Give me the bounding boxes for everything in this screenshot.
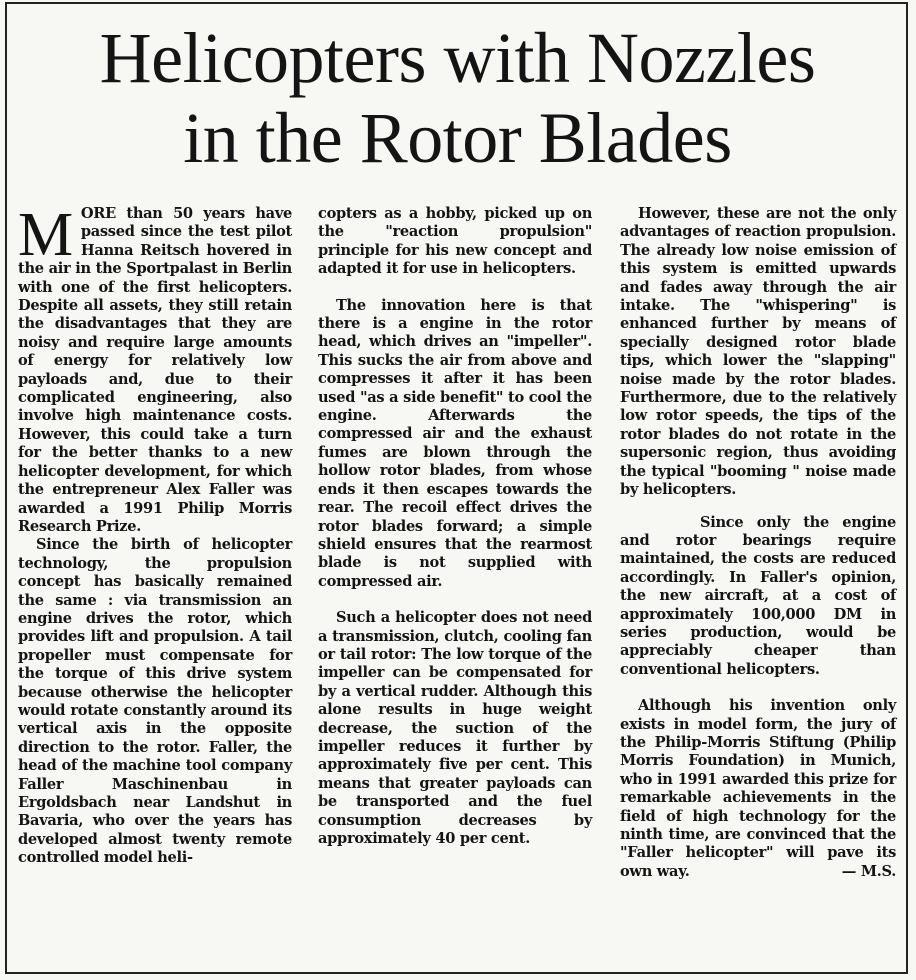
paragraph: However, these are not the only advantages of reaction propulsion. The already low noise emission of this system is emitted upwards and fades away through the air intake. The "whispering" is enhanced further by means of specially designed rotor blade tips, which lower the "slapping" noise made by the rotor blades. Furthermore, due to the relatively low rotor speeds, the tips of the rotor blades do not rotate in the supersonic region, thus avoiding the typical "booming " noise made by helicopters. xyxy=(620,205,896,499)
paragraph: Since only the engine and rotor bearings require maintained, the costs are reduced accordingly. In Faller's opinion, the new aircraft, at a cost of approximately 100,000 DM in series production, would be appreciably cheaper than conventional helicopters. xyxy=(620,513,896,678)
paragraph: The innovation here is that there is a engine in the rotor head, which drives an "impeller". This sucks the air from above and compresses it after it has been used "as a side benefit" to cool the engine. Afterwards the compressed air and the exhaust fumes are blown through the hollow rotor blades, from whose ends it then escapes towards the rear. The recoil effect drives the rotor blades forward; a simple shield ensures that the rearmost blade is not supplied with compressed air. xyxy=(318,296,592,590)
paragraph-text: Although his invention only exists in model form, the jury of the Philip-Morris Stiftung (Philip Morris Foundation) in Munich, who in 1991 awarded this prize for remarkable achievements in the field of high technology for the ninth time, are convinced that the "Faller helicopter" will pave its own way. xyxy=(620,697,896,880)
paragraph-text: ORE than 50 years have passed since the test pilot Hanna Reitsch hovered in the air in the Sportpalast in Berlin with one of the first helicopters. Despite all assets, they still retain the disadvantages that they are noisy and require large amounts of energy for relatively low payloads and, due to their complicated engineering, also involve high maintenance costs. However, this could take a turn for the better thanks to a new helicopter development, for which the entrepreneur Alex Faller was awarded a 1991 Philip Morris Research Prize. xyxy=(18,205,292,535)
headline-line-1: Helicopters with Nozzles xyxy=(99,18,816,98)
paragraph xyxy=(18,201,292,536)
drop-cap: M xyxy=(18,201,73,269)
article-column-2 xyxy=(318,205,592,848)
headline-line-2: in the Rotor Blades xyxy=(183,98,732,178)
paragraph: copters as a hobby, picked up on the "reaction propulsion" principle for his new concept and adapted it for use in helicopters. xyxy=(318,205,592,278)
article-column-3 xyxy=(620,205,896,881)
paragraph xyxy=(620,697,896,881)
headline xyxy=(5,18,910,178)
paragraph: Since the birth of helicopter technology, the propulsion concept has basically remained the same : via transmission an engine drives the rotor, which provides lift and propulsion. A tail propeller must compensate for the torque of this drive system because otherwise the helicopter would rotate constantly around its vertical axis in the opposite direction to the rotor. Faller, the head of the machine tool company Faller Maschinenbau in Ergoldsbach near Landshut in Bavaria, who over the years has developed almost twenty remote controlled model heli- xyxy=(18,536,292,867)
paragraph: Such a helicopter does not need a transmission, clutch, cooling fan or tail rotor: The low torque of the impeller can be compensated for by a vertical rudder. Although this alone results in huge weight decrease, the suction of the impeller reduces it further by approximately five per cent. This means that greater payloads can be transported and the fuel consumption decreases by approximately 40 per cent. xyxy=(318,609,592,847)
article-column-1 xyxy=(18,201,292,868)
byline: — M.S. xyxy=(841,862,896,880)
